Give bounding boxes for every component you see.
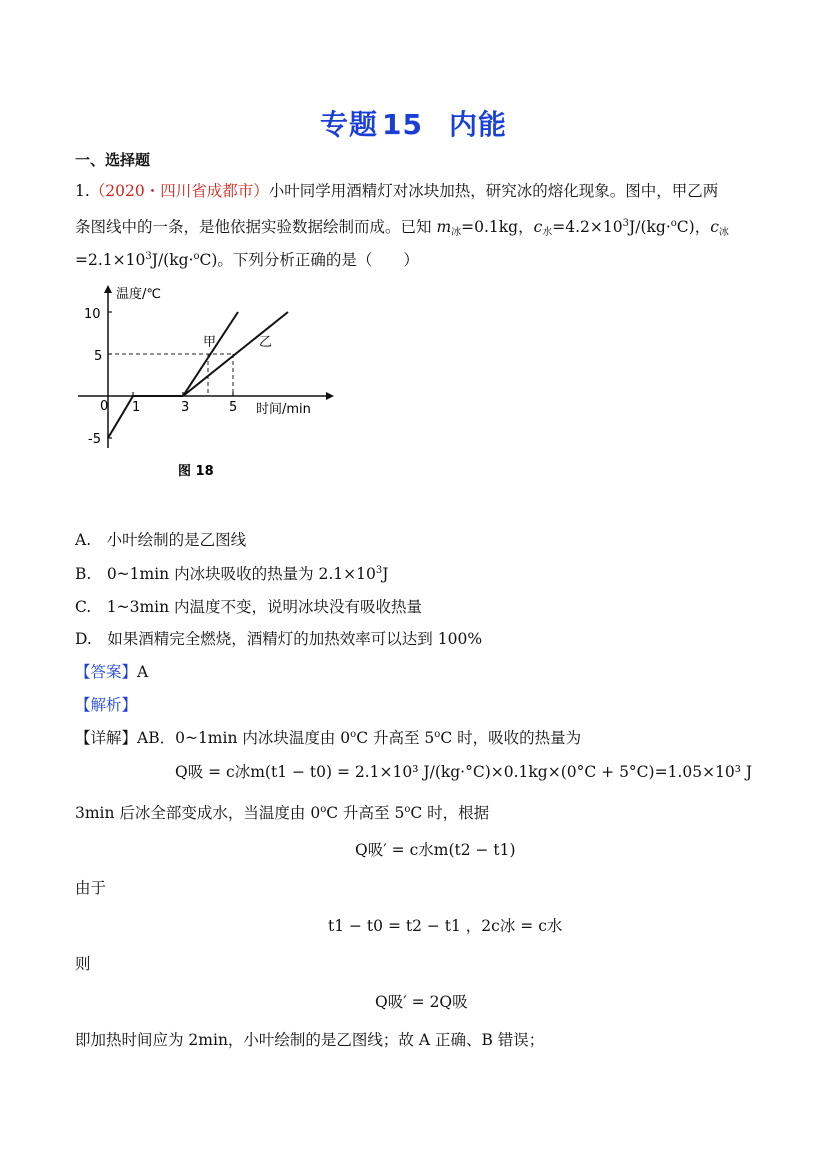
temperature-time-graph — [78, 283, 338, 483]
answer-tag: 【答案】 — [75, 663, 138, 681]
detail-deg-3: o — [320, 804, 327, 815]
y-tick-5: 5 — [94, 349, 103, 364]
detail-deg-2: o — [434, 729, 441, 740]
title-number: 15 — [382, 108, 423, 141]
detail-text-1c: C 时，吸收的热量为 — [440, 729, 582, 747]
detail-text-2a: 3min 后冰全部变成水，当温度由 0 — [75, 804, 321, 822]
question-text-1: 小叶同学用酒精灯对冰块加热，研究冰的熔化现象。图中，甲乙两 — [268, 182, 719, 200]
detail-line-4: 则 — [75, 955, 91, 973]
question-text-2d: J/(kg· — [629, 218, 671, 236]
equation-2: Q吸′ = c水m(t2 − t1) — [355, 841, 516, 859]
detail-text-1b: C 升高至 5 — [356, 729, 435, 747]
x-axis-arrow-icon — [326, 392, 334, 400]
series-line-0 — [108, 396, 133, 438]
subscript-ice: 冰 — [451, 227, 462, 238]
question-text-3b: J/(kg· — [151, 251, 194, 269]
detail-line-2 — [75, 801, 489, 823]
detail-deg-4: o — [404, 804, 411, 815]
equation-1: Q吸 = c冰m(t1 − t0) = 2.1×10³ J/(kg·°C)×0.1kg×(0°C + 5°C)=1.05×10³ J — [175, 763, 753, 781]
question-line-1 — [75, 181, 718, 201]
answer-line — [75, 660, 148, 682]
exponent-3b: 3 — [145, 251, 152, 262]
y-axis-arrow-icon — [104, 285, 112, 293]
option-b-text: B. 0~1min 内冰块吸收的热量为 2.1×10 — [75, 565, 376, 583]
option-a: A. 小叶绘制的是乙图线 — [75, 531, 247, 549]
x-tick-0: 0 — [100, 399, 109, 414]
y-tick-neg5: -5 — [88, 432, 101, 447]
analysis-line — [75, 693, 137, 715]
title-text: 专题 — [320, 108, 379, 141]
symbol-m: m — [436, 218, 452, 236]
detail-text-2b: C 升高至 5 — [326, 804, 405, 822]
question-text-2a: 条图线中的一条，是他依据实验数据绘制而成。已知 — [75, 218, 437, 236]
subscript-ice-2: 冰 — [718, 227, 729, 238]
symbol-c-water: c — [533, 218, 543, 236]
x-axis-label: 时间/min — [256, 402, 311, 417]
section-heading: 一、选择题 — [75, 151, 151, 169]
detail-line-5: 即加热时间应为 2min，小叶绘制的是乙图线；故 A 正确、B 错误； — [75, 1031, 545, 1049]
y-axis-label: 温度/℃ — [116, 287, 161, 302]
question-source: （2020・四川省成都市） — [89, 182, 269, 200]
question-text-3c: C)。下列分析正确的是（ ） — [199, 251, 419, 269]
option-b-unit: J — [382, 565, 389, 583]
page-title — [0, 103, 827, 143]
detail-deg-1: o — [350, 729, 357, 740]
question-text-2e: C)， — [676, 218, 711, 236]
option-c: C. 1~3min 内温度不变，说明冰块没有吸收热量 — [75, 598, 423, 616]
degree-sign-2: o — [193, 251, 200, 262]
analysis-tag: 【解析】 — [75, 696, 138, 714]
equation-4: Q吸′ = 2Q吸 — [375, 993, 468, 1011]
x-tick-5: 5 — [229, 400, 238, 415]
detail-text-1a: AB．0~1min 内冰块温度由 0 — [137, 729, 351, 747]
question-text-2b: =0.1kg， — [461, 218, 534, 236]
answer-value: A — [137, 663, 149, 681]
option-d: D. 如果酒精完全燃烧，酒精灯的加热效率可以达到 100% — [75, 630, 483, 648]
figure-caption: 图 18 — [178, 464, 214, 479]
detail-text-2c: C 时，根据 — [410, 804, 490, 822]
subscript-water: 水 — [542, 227, 553, 238]
question-number: 1. — [75, 182, 90, 200]
question-text-2c: =4.2×10 — [552, 218, 623, 236]
equation-3: t1 − t0 = t2 − t1 ，2c冰 = c水 — [328, 917, 563, 935]
y-tick-10: 10 — [84, 307, 101, 322]
line-label-jia: 甲 — [203, 335, 217, 350]
detail-line-1 — [75, 726, 581, 748]
exponent-3: 3 — [622, 218, 630, 229]
question-line-2 — [75, 214, 729, 243]
question-line-3 — [75, 247, 419, 270]
question-text-3a: =2.1×10 — [75, 251, 146, 269]
option-b — [75, 562, 388, 584]
symbol-c-ice: c — [710, 218, 719, 236]
x-tick-3: 3 — [181, 400, 190, 415]
title-topic: 内能 — [448, 108, 507, 141]
line-label-yi: 乙 — [259, 335, 273, 350]
option-b-exp: 3 — [375, 565, 383, 576]
detail-line-3: 由于 — [75, 879, 107, 897]
x-tick-1: 1 — [132, 400, 141, 415]
detail-tag: 【详解】 — [75, 729, 138, 747]
series-line-3 — [183, 312, 288, 396]
degree-sign: o — [670, 218, 677, 229]
